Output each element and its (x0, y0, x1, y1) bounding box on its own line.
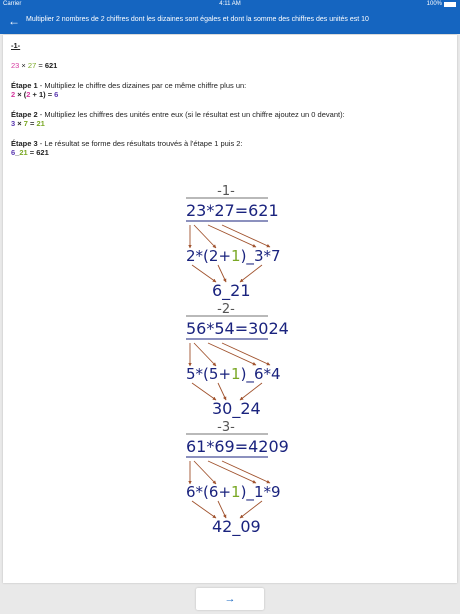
step3 (11, 139, 451, 157)
problem-op: × (19, 61, 28, 70)
example-step-a: 6*( (186, 483, 209, 501)
example-step-one: 1 (231, 247, 241, 265)
example-block-2 (186, 302, 289, 419)
step3-text: - Le résultat se forme des résultats trouvés à l'étape 1 puis 2: (37, 139, 243, 148)
example-result: 30_24 (212, 399, 261, 418)
example-result: 42_09 (212, 517, 261, 536)
example-arrow (240, 501, 262, 518)
example-arrow (194, 461, 216, 484)
worked-examples-diagram (178, 183, 298, 583)
examples-svg (178, 183, 298, 583)
example-step-one: 1 (231, 483, 241, 501)
example-equation: 23*27=621 (186, 201, 279, 220)
example-block-1 (186, 184, 281, 301)
example-equation: 56*54=3024 (186, 319, 289, 338)
arrow-right-icon: → (224, 593, 236, 605)
example-step-c: )_ (240, 247, 254, 265)
step1-result: 6 (54, 90, 59, 99)
back-button[interactable] (6, 13, 22, 29)
step1-a: 2 (11, 90, 16, 99)
example-arrow (208, 225, 256, 247)
step3-a: 6 (11, 148, 16, 157)
step1 (11, 81, 451, 99)
app-bar (0, 10, 460, 34)
step3-result: 621 (36, 148, 49, 157)
example-step-one: 1 (231, 365, 241, 383)
page-title: Multiplier 2 nombres de 2 chiffres dont les dizaines sont égales et dont la somme des chiffres des unités est 10 (26, 16, 369, 23)
step2 (11, 110, 451, 128)
example-label: -1- (217, 184, 235, 199)
example-step-line (186, 365, 281, 384)
example-step-c: )_ (240, 365, 254, 383)
step2-a: 3 (11, 119, 16, 128)
problem-result: 621 (44, 61, 58, 70)
example-label: -3- (217, 420, 235, 435)
battery-icon (444, 2, 456, 7)
example-arrow (192, 501, 216, 518)
example-step-plus: + (218, 365, 232, 383)
step1-close: ) = (43, 90, 55, 99)
example-step-plus: + (218, 483, 232, 501)
step2-label: Étape 2 (11, 110, 38, 119)
example-step-line (186, 247, 281, 266)
example-arrow (218, 265, 226, 282)
next-button[interactable] (196, 588, 264, 610)
step3-eq: = (27, 148, 37, 157)
example-step-d: 6*4 (253, 365, 281, 383)
example-label: -2- (217, 302, 235, 317)
example-step-c: )_ (240, 483, 254, 501)
example-arrow (218, 501, 226, 518)
step3-sep: _ (15, 148, 20, 157)
status-bar (0, 0, 460, 10)
step1-text: - Multipliez le chiffre des dizaines par ce même chiffre plus un: (37, 81, 247, 90)
example-step-b: 5 (208, 365, 219, 383)
example-arrow (222, 343, 270, 365)
example-arrow (240, 383, 262, 400)
example-arrow (192, 265, 216, 282)
step1-mid: × ( (15, 90, 27, 99)
example-arrow (240, 265, 262, 282)
explanation (11, 39, 451, 157)
step1-one: 1 (38, 90, 44, 99)
step2-mid: × (15, 119, 24, 128)
example-block-3 (186, 420, 289, 537)
problem-eq: = (36, 61, 45, 70)
example-arrow (222, 461, 270, 483)
step1-label: Étape 1 (11, 81, 38, 90)
step2-b: 7 (23, 119, 28, 128)
step2-result: 21 (36, 119, 45, 128)
step1-plus: + (30, 90, 39, 99)
step1-b: 2 (26, 90, 31, 99)
example-arrow (194, 225, 216, 248)
arrow-left-icon: ← (8, 14, 20, 28)
problem-a: 23 (11, 61, 20, 70)
example-step-line (186, 483, 281, 502)
section-heading: -1- (11, 41, 21, 50)
example-arrow (218, 383, 226, 400)
content-card (3, 35, 457, 583)
status-time: 4:11 AM (219, 1, 241, 7)
carrier-label: Carrier (3, 1, 22, 7)
example-equation: 61*69=4209 (186, 437, 289, 456)
example-step-plus: + (218, 247, 232, 265)
example-step-d: 1*9 (253, 483, 281, 501)
step3-b: 21 (19, 148, 28, 157)
example-arrow (208, 343, 256, 365)
example-arrow (192, 383, 216, 400)
example-step-a: 2*( (186, 247, 209, 265)
example-arrow (194, 343, 216, 366)
example-step-a: 5*( (186, 365, 209, 383)
problem-line (11, 61, 451, 70)
example-arrow (222, 225, 270, 247)
example-step-b: 6 (208, 483, 219, 501)
example-step-b: 2 (208, 247, 219, 265)
example-arrow (208, 461, 256, 483)
examples-group (186, 184, 289, 537)
battery-percent: 100% (426, 1, 442, 7)
example-result: 6_21 (212, 281, 251, 300)
step2-text: - Multipliez les chiffres des unités entre eux (si le résultat est un chiffre ajoutez un 0 devant): (37, 110, 345, 119)
example-step-d: 3*7 (253, 247, 281, 265)
battery-status (427, 1, 456, 7)
problem-b: 27 (27, 61, 37, 70)
step3-label: Étape 3 (11, 139, 38, 148)
step2-eq: = (27, 119, 37, 128)
